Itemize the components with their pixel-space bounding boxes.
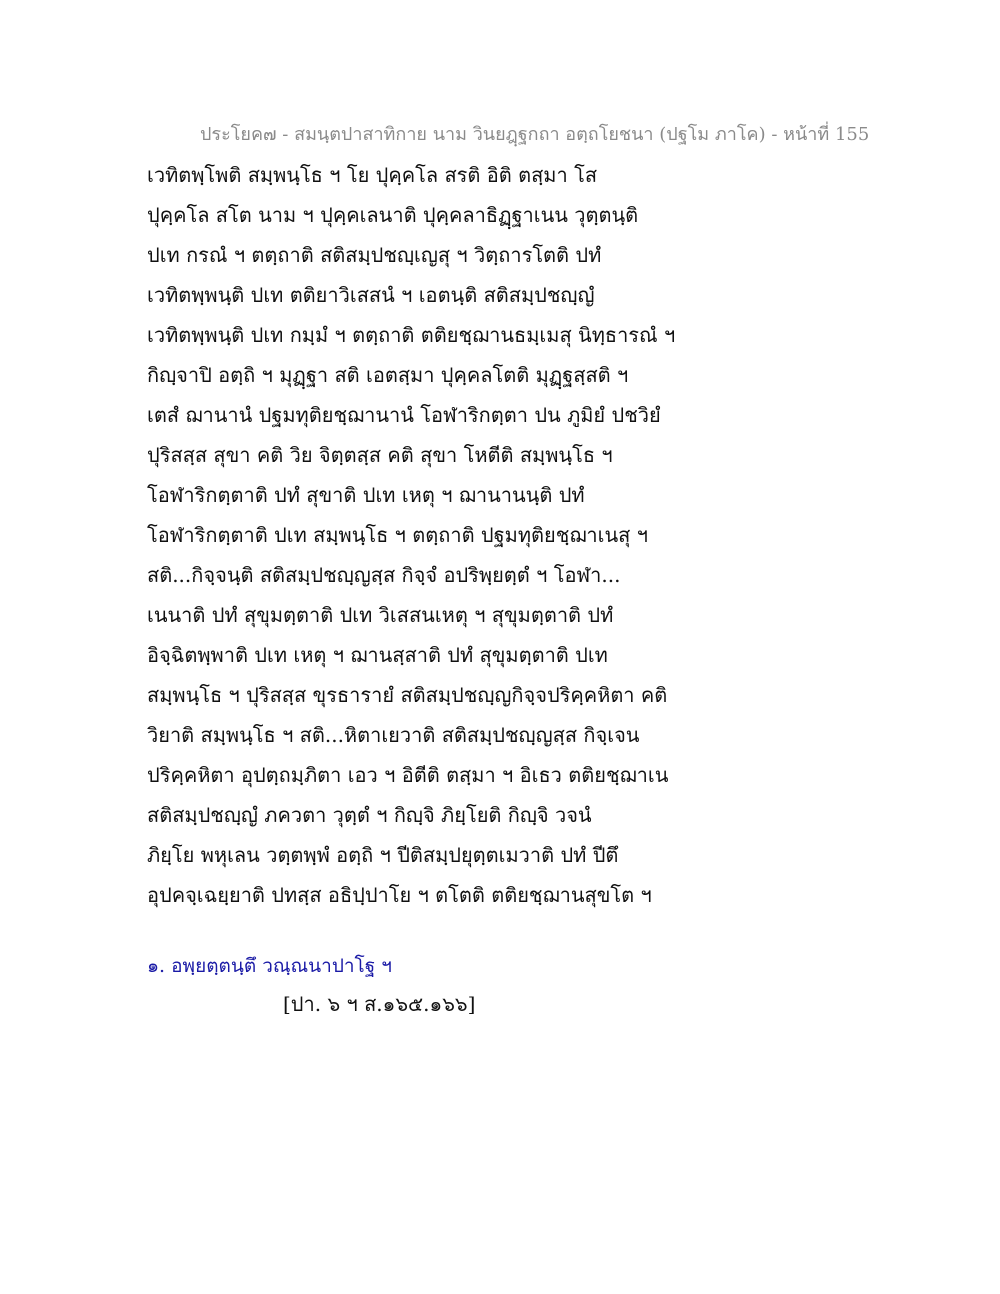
text-line: กิญฺจาปิ อตฺถิ ฯ มุฏฺฐา สติ เอตสฺมา ปุคฺคลโตติ มุฏฺฐสฺสติ ฯ (147, 363, 629, 387)
footnote: ๑. อพฺยตฺตนฺตึ วณฺณนาปาโฐ ฯ (147, 955, 392, 977)
text-line: เวทิตพฺพนฺติ ปเท ตติยาวิเสสนํ ฯ เอตนฺติ สติสมฺปชญฺญํ (147, 283, 595, 307)
text-line: เตสํ ฌานานํ ปฐมทุติยชฺฌานานํ โอฬาริกตฺตา ปน ภูมิยํ ปชวิยํ (147, 403, 661, 427)
text-line: วิยาติ สมฺพนฺโธ ฯ สติ...หิตาเยวาติ สติสมฺปชญฺญสฺส กิจฺเจน (147, 723, 640, 747)
text-line: เวทิตพฺพนฺติ ปเท กมฺมํ ฯ ตตฺถาติ ตติยชฺฌานธมฺเมสุ นิทฺธารณํ ฯ (147, 323, 676, 347)
text-line: ปุคฺคโล สโต นาม ฯ ปุคฺคเลนาติ ปุคฺคลาธิฏฺฐาเนน วุตฺตนฺติ (147, 203, 639, 227)
text-line: ปเท กรณํ ฯ ตตฺถาติ สติสมฺปชญฺเญสุ ฯ วิตฺถารโตติ ปทํ (147, 243, 602, 267)
text-line: อุปคจฺเฉยฺยาติ ปทสฺส อธิปฺปาโย ฯ ตโตติ ตติยชฺฌานสุขโต ฯ (147, 883, 652, 907)
text-line: โอฬาริกตฺตาติ ปเท สมฺพนฺโธ ฯ ตตฺถาติ ปฐมทุติยชฺฌาเนสุ ฯ (147, 523, 648, 547)
text-line: ปุริสสฺส สุขา คติ วิย จิตฺตสฺส คติ สุขา โหตีติ สมฺพนฺโธ ฯ (147, 443, 613, 467)
text-line: ภิยฺโย พหุเลน วตฺตพฺพํ อตฺถิ ฯ ปีติสมฺปยุตฺตเมวาติ ปทํ ปีตึ (147, 843, 619, 867)
text-line: อิจฺฉิตพฺพาติ ปเท เหตุ ฯ ฌานสฺสาติ ปทํ สุขุมตฺตาติ ปเท (147, 643, 608, 667)
text-line: เนนาติ ปทํ สุขุมตฺตาติ ปเท วิเสสนเหตุ ฯ สุขุมตฺตาติ ปทํ (147, 603, 614, 627)
page-reference: [ปา. ๖ ฯ ส.๑๖๕.๑๖๖] (283, 992, 476, 1016)
body-text (147, 160, 707, 920)
text-line: ปริคฺคหิตา อุปตฺถมฺภิตา เอว ฯ อิตีติ ตสฺมา ฯ อิเธว ตติยชฺฌาเน (147, 763, 669, 787)
text-line: สติ...กิจฺจนฺติ สติสมฺปชญฺญสฺส กิจฺจํ อปริพฺยตฺตํ ฯ โอฬา... (147, 563, 621, 587)
page-header: ประโยค๗ - สมนฺตปาสาทิกาย นาม วินยฎฺฐกถา อตฺถโยชนา (ปฐโม ภาโค) - หน้าที่ 155 (200, 124, 870, 145)
text-line: เวทิตพฺโพติ สมฺพนฺโธ ฯ โย ปุคฺคโล สรติ อิติ ตสฺมา โส (147, 163, 598, 187)
text-line: สติสมฺปชญฺญํ ภควตา วุตฺตํ ฯ กิญฺจิ ภิยฺโยติ กิญฺจิ วจนํ (147, 803, 592, 827)
text-line: สมฺพนฺโธ ฯ ปุริสสฺส ขุรธารายํ สติสมฺปชญฺญกิจฺจปริคฺคหิตา คติ (147, 683, 668, 707)
text-line: โอฬาริกตฺตาติ ปทํ สุขาติ ปเท เหตุ ฯ ฌานานนฺติ ปทํ (147, 483, 585, 507)
